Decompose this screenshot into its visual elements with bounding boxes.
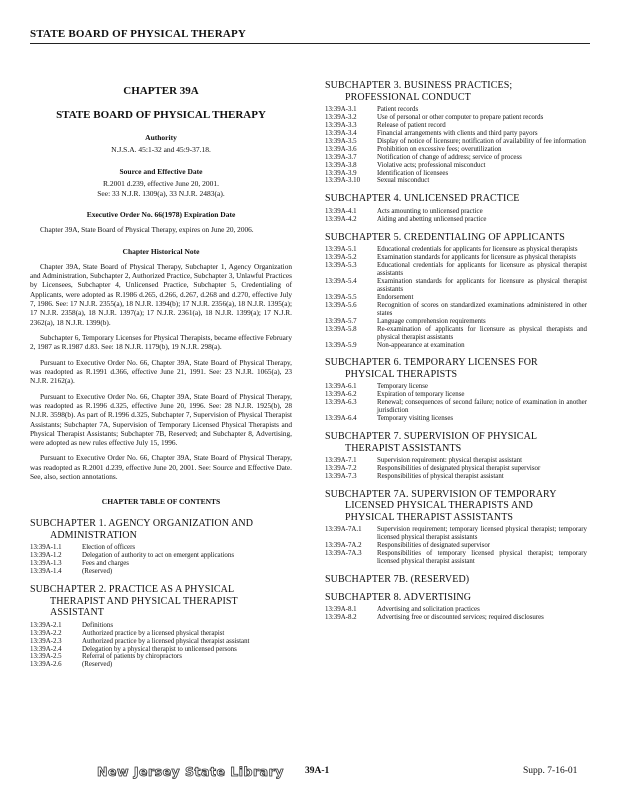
toc-row [325,254,587,262]
toc-row [30,622,292,630]
historical-note-heading: Chapter Historical Note [122,246,200,256]
toc-row [325,122,587,130]
subchapter-heading-line: THERAPIST ASSISTANTS [345,442,462,454]
section-number: 13:39A-3.5 [325,137,357,145]
section-number: 13:39A-3.1 [325,106,357,113]
toc-row [325,262,587,278]
section-title: Sexual misconduct [377,177,430,185]
section-number: 13:39A-1.2 [30,552,62,560]
subchapter-heading [325,574,587,586]
right-column [325,80,587,622]
section-title: Non-appearance at examination [377,341,465,349]
section-title: Patient records [377,106,419,113]
section-title: Definitions [82,621,114,629]
section-title: Re-examination of applicants for licensure as physical therapists and physical therapist assistants [377,325,587,341]
toc-list [325,106,587,185]
toc-row [325,473,587,481]
toc-row [325,302,587,318]
section-number: 13:39A-1.3 [30,560,62,568]
expiration-text: Chapter 39A, State Board of Physical Therapy, expires on June 20, 2006. [40,225,254,235]
section-number: 13:39A-3.9 [325,169,357,177]
section-title: (Reserved) [82,568,113,576]
section-title: Advertising and solicitation practices [377,606,480,614]
subchapter-heading [325,357,587,380]
toc-row [325,342,587,350]
running-header: STATE BOARD OF PHYSICAL THERAPY [30,28,247,40]
subchapter-heading [325,193,587,205]
toc-list [325,246,587,349]
section-title: Identification of licensees [377,169,449,177]
section-number: 13:39A-6.2 [325,391,357,399]
toc-row [30,544,292,552]
toc-row [325,399,587,415]
section-title: Educational credentials for applicants for licensure as physical therapists [377,246,578,254]
toc-row [30,560,292,568]
section-number: 13:39A-3.2 [325,113,357,121]
section-number: 13:39A-1.4 [30,568,62,576]
toc-row [30,661,292,669]
toc-row [325,318,587,326]
chapter-number: CHAPTER 39A [123,85,199,97]
toc-row [30,646,292,654]
subchapter-heading-line: SUBCHAPTER 7A. SUPERVISION OF TEMPORARY [325,488,557,500]
toc-row [325,550,587,566]
section-number: 13:39A-3.3 [325,121,357,129]
section-title: Authorized practice by a licensed physical therapist assistant [82,637,250,645]
subchapter-heading-line: SUBCHAPTER 5. CREDENTIALING OF APPLICANTS [325,231,565,243]
historical-note-paragraph: Pursuant to Executive Order No. 66, Chapter 39A, State Board of Physical Therapy, was readopted as R.1991 d.366, effective June 21, 1991. See: 23 N.J.R. 1065(a), 23 N.J.R. 2162(a). [30,357,292,386]
toc-row [325,106,587,114]
toc-row [325,246,587,254]
section-title: Responsibilities of designated supervisor [377,542,491,550]
toc-row [325,114,587,122]
toc-row [325,162,587,170]
section-number: 13:39A-6.4 [325,415,357,423]
section-title: Authorized practice by a licensed physical therapist [82,629,225,637]
toc-row [325,177,587,185]
section-number: 13:39A-5.8 [325,325,357,333]
toc-row [325,146,587,154]
section-number: 13:39A-2.6 [30,661,62,669]
toc-row [325,465,587,473]
chapter-title: STATE BOARD OF PHYSICAL THERAPY [56,109,266,121]
subchapter-heading-line: SUBCHAPTER 7. SUPERVISION OF PHYSICAL [325,431,538,443]
historical-note-paragraph: Pursuant to Executive Order No. 66, Chapter 39A, State Board of Physical Therapy, was readopted as R.1996 d.325, effective June 20, 1996. See: 28 N.J.R. 1925(b), 28 N.J.R. 3598(b). As part of R.1996 d.325, Subchapter 7, Supervision of Physical Therapist Assistants; Subchapter 7A, Supervision of Temporary Licensed Physical Therapists and Physical Therapist Assistants; Subchapter 7B, Reserved; and Subchapter 8, Advertising, were adopted as new rules effective July 15, 1996. [30,391,292,448]
toc-row [30,552,292,560]
section-number: 13:39A-3.4 [325,129,357,137]
section-title: Financial arrangements with clients and third party payors [377,129,538,137]
section-title: Aiding and abetting unlicensed practice [377,215,487,223]
subchapter-heading [325,232,587,244]
section-number: 13:39A-7.2 [325,465,357,473]
section-number: 13:39A-5.5 [325,293,357,301]
section-title: Supervision requirement; temporary licensed physical therapist; temporary licensed physical therapist assistants [377,526,587,542]
section-number: 13:39A-7A.1 [325,526,362,534]
section-title: Fees and charges [82,560,129,568]
section-title: Violative acts; professional misconduct [377,161,486,169]
section-number: 13:39A-5.6 [325,301,357,309]
subchapter-heading-line: SUBCHAPTER 7B. (RESERVED) [325,574,470,586]
section-number: 13:39A-5.4 [325,278,357,285]
section-number: 13:39A-8.1 [325,606,357,614]
source-text [30,179,292,199]
section-number: 13:39A-7.1 [325,457,357,465]
section-title: (Reserved) [82,661,113,669]
toc-row [30,638,292,646]
section-title: Recognition of scores on standardized examinations administered in other states [377,301,587,317]
subchapter-heading-line: SUBCHAPTER 1. AGENCY ORGANIZATION AND [30,518,254,530]
subchapter-heading [325,431,587,454]
subchapter-heading-line: ASSISTANT [50,607,104,619]
section-number: 13:39A-4.2 [325,215,357,223]
subchapter-heading-line: SUBCHAPTER 6. TEMPORARY LICENSES FOR [325,357,538,369]
section-number: 13:39A-2.5 [30,653,62,661]
toc-list [30,622,292,670]
section-title: Responsibilities of designated physical therapist supervisor [377,465,541,473]
source-line: R.2001 d.239, effective June 20, 2001. [102,178,220,188]
subchapter-heading [30,584,292,619]
toc-heading: CHAPTER TABLE OF CONTENTS [101,497,221,507]
toc-row [325,614,587,622]
section-number: 13:39A-3.7 [325,153,357,161]
toc-row [325,216,587,224]
section-title: Endorsement [377,293,414,301]
toc-row [325,208,587,216]
section-title: Notification of change of address; service of process [377,153,522,161]
historical-note-paragraph: Pursuant to Executive Order No. 66, Chapter 39A, State Board of Physical Therapy, was readopted as R.2001 d.239, effective June 20, 2001. See: Source and Effective Date. See, also, section annotations. [30,453,292,482]
toc-row [325,170,587,178]
section-title: Supervision requirement: physical therapist assistant [377,457,523,465]
subchapter-heading [325,80,587,103]
toc-row [325,278,587,294]
toc-row [30,568,292,576]
subchapter-heading-line: SUBCHAPTER 2. PRACTICE AS A PHYSICAL [30,584,235,596]
left-column [30,85,292,669]
section-title: Renewal; consequences of second failure; notice of examination in another jurisdiction [377,399,587,415]
section-title: Advertising free or discounted services; required disclosures [377,614,544,622]
subchapter-heading-line: PHYSICAL THERAPISTS [345,368,458,380]
section-number: 13:39A-7.3 [325,473,357,480]
section-number: 13:39A-5.3 [325,262,357,270]
section-title: Acts amounting to unlicensed practice [377,207,483,215]
toc-list [325,526,587,566]
section-number: 13:39A-3.6 [325,145,357,153]
section-title: Prohibition on excessive fees; overutilization [377,145,502,153]
section-title: Examination standards for applicants for licensure as physical therapist assistants [377,278,587,293]
toc-list [325,383,587,423]
section-title: Educational credentials for applicants for licensure as physical therapist assistants [377,262,587,278]
section-title: Referral of patients by chiropractors [82,653,182,661]
section-title: Temporary visiting licenses [377,415,454,423]
toc-list [325,606,587,622]
subchapter-heading [325,592,587,604]
section-title: Examination standards for applicants for licensure as physical therapists [377,254,577,262]
header-rule [30,43,590,44]
section-number: 13:39A-3.10 [325,177,361,185]
toc-row [325,294,587,302]
subchapter-heading-line: PROFESSIONAL CONDUCT [345,91,471,103]
section-number: 13:39A-5.1 [325,246,357,254]
section-number: 13:39A-4.1 [325,207,357,215]
section-title: Responsibilities of physical therapist assistant [377,473,504,480]
toc-row [325,391,587,399]
section-number: 13:39A-6.1 [325,383,357,391]
section-title: Election of officers [82,544,136,552]
section-title: Delegation of authority to act on emergent applications [82,552,234,560]
subchapter-heading-line: SUBCHAPTER 4. UNLICENSED PRACTICE [325,193,520,205]
section-title: Display of notice of licensure; notification of availability of fee information [377,137,586,145]
toc-row [325,606,587,614]
section-number: 13:39A-7A.2 [325,542,362,550]
section-number: 13:39A-5.2 [325,254,357,262]
subchapter-heading-line: PHYSICAL THERAPIST ASSISTANTS [345,511,514,523]
section-number: 13:39A-2.1 [30,621,62,629]
subchapter-heading [325,489,587,524]
page-number: 39A-1 [305,766,330,776]
section-number: 13:39A-2.4 [30,645,62,653]
historical-note-paragraph: Chapter 39A, State Board of Physical Therapy, Subchapter 1, Agency Organization and Administration, Subchapter 2, Authorized Practice, Subchapter 3, Unlawful Practices by Licensees, Subchapter 4, Unlicensed Practice, Subchapter 5, Credentialing of Applicants, were adopted as R.1986 d.265, d.266, d.267, d.268 and d.270, effective July 7, 1986. See: 17 N.J.R. 2355(a), 18 N.J.R. 1394(b); 17 N.J.R. 2356(a), 18 N.J.R. 1395(a); 17 N.J.R. 2358(a), 18 N.J.R. 1397(a); 17 N.J.R. 2361(a), 18 N.J.R. 1399(a); 17 N.J.R. 2362(a), 18 N.J.R. 1399(b). [30,261,292,327]
subchapter-heading-line: ADMINISTRATION [50,529,137,541]
historical-note-paragraph: Subchapter 6, Temporary Licenses for Physical Therapists, became effective February 2, 1987 as R.1987 d.83. See: 18 N.J.R. 1179(b), 19 N.J.R. 298(a). [30,332,292,352]
authority-text: N.J.S.A. 45:1-32 and 45:9-37.18. [111,145,211,154]
toc-row [30,653,292,661]
section-title: Release of patient record [377,121,446,129]
toc-row [325,415,587,423]
toc-row [325,130,587,138]
authority-heading: Authority [145,133,177,142]
section-number: 13:39A-8.2 [325,614,357,622]
library-watermark: New Jersey State Library [97,764,284,779]
section-number: 13:39A-6.3 [325,399,357,407]
subchapter-heading-line: SUBCHAPTER 8. ADVERTISING [325,591,472,603]
source-heading: Source and Effective Date [119,166,203,176]
subchapter-heading-line: SUBCHAPTER 3. BUSINESS PRACTICES; [325,80,513,91]
supplement-date: Supp. 7-16-01 [523,766,578,776]
toc-list [325,208,587,224]
subchapter-heading-line: LICENSED PHYSICAL THERAPISTS AND [345,500,533,512]
section-number: 13:39A-5.9 [325,341,357,349]
subchapter-heading [30,518,292,541]
toc-row [325,383,587,391]
toc-row [325,457,587,465]
section-number: 13:39A-5.7 [325,317,357,325]
expiration-heading: Executive Order No. 66(1978) Expiration Date [86,210,236,220]
toc-list [30,544,292,576]
section-number: 13:39A-2.3 [30,637,62,645]
section-number: 13:39A-7A.3 [325,550,362,558]
toc-row [325,326,587,342]
toc-row [325,138,587,146]
toc-row [325,526,587,542]
section-title: Temporary license [377,383,428,391]
toc-row [325,542,587,550]
section-number: 13:39A-2.2 [30,629,62,637]
toc-row [30,630,292,638]
toc-row [325,154,587,162]
toc-list [325,457,587,481]
source-line: See: 33 N.J.R. 1309(a), 33 N.J.R. 2483(a). [97,188,225,198]
section-title: Use of personal or other computer to prepare patient records [377,113,544,121]
subchapter-heading-line: THERAPIST AND PHYSICAL THERAPIST [50,595,238,607]
section-title: Delegation by a physical therapist to unlicensed persons [82,645,237,653]
section-title: Responsibilities of temporary licensed physical therapist; temporary licensed physical therapist assistant [377,550,587,566]
section-title: Language comprehension requirements [377,317,486,325]
section-title: Expiration of temporary license [377,391,465,399]
section-number: 13:39A-3.8 [325,161,357,169]
section-number: 13:39A-1.1 [30,544,62,552]
